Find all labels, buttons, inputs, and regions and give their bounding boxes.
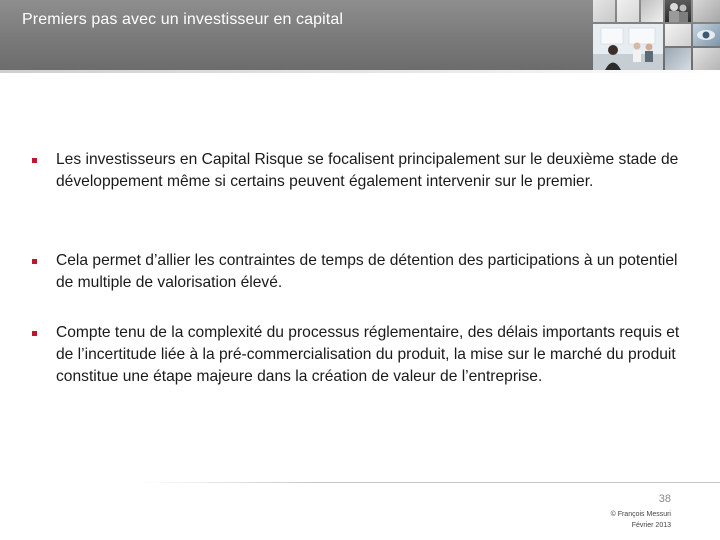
photo-tile (665, 48, 691, 70)
photo-tile (641, 0, 663, 22)
photo-tile (693, 48, 720, 70)
page-number: 38 (658, 493, 671, 505)
slide-title: Premiers pas avec un investisseur en capital (22, 11, 343, 28)
header-divider (0, 70, 720, 73)
office-photo (593, 24, 663, 70)
photo-tile (665, 24, 691, 46)
bullet-text: Cela permet d’allier les contraintes de temps de détention des participations à un potentiel de multiple de valorisation élevé. (56, 252, 678, 291)
copyright-text: © François Messuri (610, 511, 671, 518)
photo-tile (593, 0, 615, 22)
bullet-marker (32, 259, 37, 264)
photo-tile (617, 0, 639, 22)
photo-tile (693, 0, 720, 22)
bullet-marker (32, 331, 37, 336)
photo-mosaic (593, 0, 720, 70)
photo-tile (693, 24, 720, 46)
photo-tile (665, 0, 691, 22)
footer-divider (140, 482, 720, 483)
bullet-marker (32, 158, 37, 163)
bullet-text: Compte tenu de la complexité du processus réglementaire, des délais importants requis et de l’incertitude liée à la pré-commercialisation du produit, la mise sur le marché du produit constitue une étape majeure dans la création de valeur de l’entreprise. (56, 324, 680, 385)
copyright-date: Février 2013 (631, 522, 671, 529)
slide-header (0, 0, 720, 70)
copyright-notice (611, 509, 671, 531)
bullet-text: Les investisseurs en Capital Risque se focalisent principalement sur le deuxième stade de développement même si certains peuvent également intervenir sur le premier. (56, 151, 679, 190)
